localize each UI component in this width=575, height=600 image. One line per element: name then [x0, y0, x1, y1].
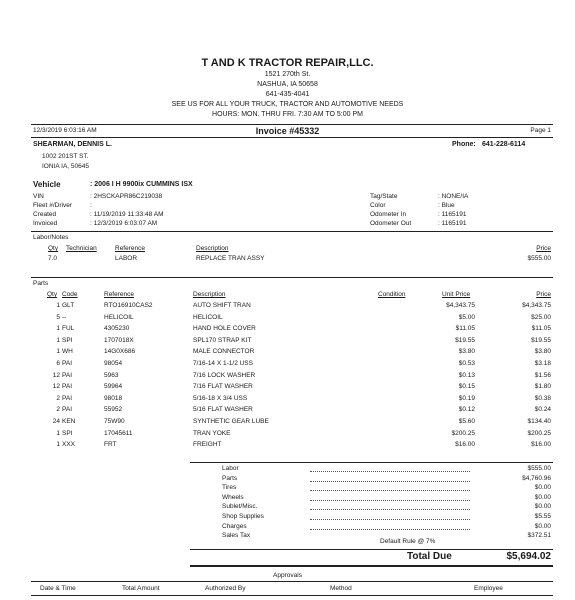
- divider: [31, 595, 553, 596]
- divider: [190, 549, 553, 550]
- totals-dots: [310, 490, 470, 491]
- created-label: Created: [33, 211, 57, 218]
- parts-code: PAI: [62, 406, 72, 414]
- color-label: Color: [370, 202, 386, 209]
- labor-row: [0, 255, 575, 265]
- totals-dots: [310, 471, 470, 472]
- parts-row: [0, 372, 575, 382]
- labor-ref: LABOR: [115, 255, 138, 262]
- odometer-in-label: Odometer In: [370, 211, 407, 218]
- parts-ref: HELICOIL: [104, 313, 134, 321]
- parts-desc: TRAN YOKE: [193, 429, 231, 437]
- totals-value: $372.51: [527, 532, 551, 540]
- parts-ref: 98018: [104, 394, 123, 402]
- total-due-label: Total Due: [407, 551, 452, 562]
- parts-header-qty: Qty: [47, 291, 58, 298]
- totals-row: [0, 532, 575, 542]
- parts-row: [0, 395, 575, 405]
- parts-row: [0, 383, 575, 393]
- parts-section-title: Parts: [33, 280, 49, 287]
- totals-label: Sales Tax: [222, 532, 251, 540]
- parts-price: $0.38: [534, 394, 551, 402]
- parts-header-unit: Unit Price: [442, 291, 471, 298]
- totals-row: [0, 503, 575, 513]
- parts-unit-price: $5.60: [458, 418, 475, 425]
- totals-label: Shop Supplies: [222, 513, 264, 520]
- parts-ref: 14G0X686: [104, 348, 136, 356]
- vehicle-value: : 2006 I H 9900ix CUMMINS ISX: [90, 181, 193, 188]
- parts-code: PAI: [62, 360, 72, 367]
- odometer-in-value: : 1165191: [438, 211, 467, 218]
- parts-row: [0, 360, 575, 370]
- labor-price: $555.00: [527, 255, 551, 262]
- parts-price: $3.80: [534, 348, 551, 356]
- parts-qty: 6: [56, 360, 60, 367]
- parts-header-cond: Condition: [378, 291, 406, 298]
- parts-ref: 17045611: [104, 429, 133, 437]
- labor-qty: 7.0: [48, 255, 58, 262]
- approvals-header-datetime: Date & Time: [40, 585, 76, 592]
- totals-value: $0.00: [534, 484, 551, 492]
- parts-header-price: Price: [536, 291, 551, 298]
- parts-qty: 1: [56, 325, 60, 333]
- totals-row: [0, 475, 575, 485]
- parts-code: WH: [62, 348, 73, 356]
- parts-qty: 1: [56, 336, 60, 344]
- parts-desc: 5/16-18 X 3/4 USS: [193, 394, 248, 402]
- company-tagline: SEE US FOR ALL YOUR TRUCK, TRACTOR AND AUTOMOTIVE NEEDS: [171, 101, 404, 108]
- parts-row: [0, 348, 575, 358]
- labor-header-tech: Technician: [66, 245, 97, 252]
- totals-row: [0, 523, 575, 533]
- fleet-label: Fleet #/Driver: [33, 202, 73, 209]
- parts-unit-price: $0.15: [458, 383, 475, 391]
- tax-rule: Default Rule @ 7%: [380, 538, 436, 545]
- parts-header-ref: Reference: [104, 291, 134, 298]
- totals-dots: [310, 519, 470, 520]
- parts-qty: 2: [56, 394, 60, 402]
- divider: [31, 124, 553, 125]
- approvals-header-amount: Total Amount: [122, 585, 160, 592]
- parts-ref: 75W90: [104, 418, 125, 425]
- labor-desc: REPLACE TRAN ASSY: [196, 255, 265, 262]
- company-phone: 641-435-4041: [265, 91, 310, 98]
- parts-price: $134.40: [527, 418, 551, 425]
- parts-row: [0, 430, 575, 440]
- totals-label: Wheels: [222, 493, 244, 501]
- parts-code: PAI: [62, 394, 72, 402]
- totals-value: $0.00: [534, 493, 551, 501]
- labor-header-qty: Qty: [48, 245, 59, 252]
- customer-phone-label: Phone:: [452, 141, 476, 148]
- invoice-datetime: 12/3/2019 6:03:16 AM: [33, 127, 97, 134]
- totals-dots: [310, 481, 470, 482]
- parts-row: [0, 325, 575, 335]
- parts-ref: FRT: [104, 441, 117, 449]
- labor-header-desc: Description: [196, 245, 229, 252]
- parts-code: XXX: [62, 441, 76, 449]
- company-hours: HOURS: MON. THRU FRI. 7:30 AM TO 5:00 PM: [212, 111, 363, 118]
- parts-ref: RTO16910CAS2: [104, 302, 153, 309]
- vehicle-label: Vehicle: [33, 180, 61, 189]
- parts-qty: 1: [56, 441, 60, 449]
- parts-desc: SYNTHETIC GEAR LUBE: [193, 418, 269, 425]
- parts-desc: FREIGHT: [193, 441, 222, 449]
- parts-unit-price: $4,343.75: [446, 302, 475, 309]
- parts-row: [0, 302, 575, 312]
- totals-row: [0, 494, 575, 504]
- parts-unit-price: $0.13: [458, 371, 475, 379]
- vin-label: VIN: [33, 193, 44, 200]
- created-value: : 11/19/2019 11:33:48 AM: [90, 211, 164, 218]
- approvals-title: Approvals: [273, 572, 302, 579]
- parts-price: $3.18: [534, 360, 551, 367]
- parts-code: SPI: [62, 336, 73, 344]
- tag-value: : NONE/IA: [438, 193, 469, 200]
- parts-code: PAI: [62, 383, 72, 391]
- parts-code: PAI: [62, 371, 72, 379]
- parts-unit-price: $0.12: [458, 406, 475, 414]
- parts-price: $19.55: [531, 336, 551, 344]
- parts-qty: 24: [52, 418, 60, 425]
- company-address-2: NASHUA, IA 50658: [257, 81, 318, 88]
- parts-unit-price: $5.00: [458, 313, 475, 321]
- parts-unit-price: $11.05: [455, 325, 475, 333]
- totals-value: $0.00: [534, 522, 551, 530]
- parts-code: FUL: [62, 325, 75, 333]
- approvals-header-authorized: Authorized By: [205, 585, 246, 592]
- parts-row: [0, 314, 575, 324]
- fleet-value: :: [90, 202, 92, 209]
- customer-name: SHEARMAN, DENNIS L.: [33, 141, 112, 148]
- parts-unit-price: $200.25: [451, 429, 475, 437]
- parts-qty: 5: [56, 313, 60, 321]
- totals-label: Parts: [222, 474, 238, 482]
- parts-price: $1.80: [534, 383, 551, 391]
- totals-dots: [310, 509, 470, 510]
- page-number: Page 1: [530, 127, 551, 134]
- parts-row: [0, 406, 575, 416]
- parts-qty: 2: [56, 406, 60, 414]
- divider: [190, 565, 553, 567]
- parts-unit-price: $3.80: [458, 348, 475, 356]
- approvals-header-method: Method: [330, 585, 352, 592]
- vin-value: : 2HSCKAPR86C219038: [90, 193, 163, 200]
- parts-row: [0, 441, 575, 451]
- parts-qty: 12: [52, 371, 60, 379]
- parts-unit-price: $19.55: [455, 336, 475, 344]
- totals-value: $4,760.96: [522, 474, 551, 482]
- invoiced-value: : 12/3/2019 6:03:07 AM: [90, 220, 158, 227]
- totals-value: $0.00: [534, 503, 551, 511]
- parts-ref: 59964: [104, 383, 123, 391]
- divider: [31, 137, 553, 138]
- divider: [190, 462, 553, 463]
- parts-qty: 1: [56, 302, 60, 309]
- totals-row: [0, 465, 575, 475]
- invoice-title: Invoice #45332: [255, 126, 320, 136]
- divider: [31, 231, 553, 232]
- color-value: : Blue: [438, 202, 455, 209]
- parts-ref: 55952: [104, 406, 123, 414]
- parts-unit-price: $16.00: [455, 441, 475, 449]
- company-name: T AND K TRACTOR REPAIR,LLC.: [201, 57, 374, 69]
- parts-price: $4,343.75: [522, 302, 551, 309]
- labor-section-title: Labor/Notes: [33, 234, 69, 241]
- customer-street: 1002 201ST ST.: [42, 153, 89, 160]
- parts-ref: 5963: [104, 371, 119, 379]
- divider: [31, 277, 553, 278]
- totals-label: Tires: [222, 484, 237, 492]
- customer-city: IONIA IA, 50645: [42, 163, 89, 170]
- parts-price: $200.25: [527, 429, 551, 437]
- parts-desc: MALE CONNECTOR: [193, 348, 255, 356]
- parts-unit-price: $0.19: [458, 394, 475, 402]
- total-due-value: $5,694.02: [506, 551, 551, 562]
- approvals-header-employee: Employee: [474, 585, 503, 592]
- parts-desc: 7/16 FLAT WASHER: [193, 383, 253, 391]
- totals-label: Sublet/Misc.: [222, 503, 258, 511]
- parts-code: SPI: [62, 429, 73, 437]
- parts-ref: 98054: [104, 360, 123, 367]
- parts-header-code: Code: [62, 291, 78, 298]
- parts-desc: SPL170 STRAP KIT: [193, 336, 252, 344]
- parts-qty: 1: [56, 348, 60, 356]
- totals-label: Charges: [222, 522, 247, 530]
- parts-ref: 1707018X: [104, 336, 134, 344]
- invoiced-label: Invoiced: [33, 220, 58, 227]
- parts-desc: 7/16 LOCK WASHER: [193, 371, 256, 379]
- parts-price: $11.05: [531, 325, 551, 333]
- totals-label: Labor: [222, 465, 239, 472]
- labor-header-price: Price: [536, 245, 551, 252]
- parts-header-desc: Description: [193, 291, 226, 298]
- parts-desc: HAND HOLE COVER: [193, 325, 256, 333]
- totals-row: [0, 484, 575, 494]
- parts-row: [0, 337, 575, 347]
- parts-desc: 5/16 FLAT WASHER: [193, 406, 253, 414]
- totals-dots: [310, 500, 470, 501]
- odometer-out-value: : 1165191: [438, 220, 467, 227]
- parts-code: KEN: [62, 418, 76, 425]
- totals-row: [0, 513, 575, 523]
- parts-qty: 1: [56, 429, 60, 437]
- parts-code: GLT: [62, 302, 75, 309]
- tag-label: Tag/State: [370, 193, 398, 200]
- divider: [31, 581, 553, 582]
- parts-unit-price: $0.53: [458, 360, 475, 367]
- parts-row: [0, 418, 575, 428]
- parts-price: $1.56: [534, 371, 551, 379]
- customer-phone: 641-228-6114: [482, 141, 526, 148]
- parts-price: $0.24: [534, 406, 551, 414]
- company-address-1: 1521 270th St.: [264, 71, 311, 78]
- totals-value: $555.00: [527, 465, 551, 472]
- parts-qty: 12: [52, 383, 60, 391]
- totals-dots: [310, 529, 470, 530]
- parts-price: $16.00: [531, 441, 551, 449]
- parts-ref: 4305230: [104, 325, 130, 333]
- parts-desc: 7/16-14 X 1-1/2 USS: [193, 360, 253, 367]
- parts-price: $25.00: [531, 313, 551, 321]
- parts-code: --: [62, 313, 67, 321]
- odometer-out-label: Odometer Out: [370, 220, 412, 227]
- parts-desc: AUTO SHIFT TRAN: [193, 302, 251, 309]
- totals-value: $5.55: [534, 513, 551, 520]
- labor-header-ref: Reference: [115, 245, 145, 252]
- parts-desc: HELICOIL: [193, 313, 223, 321]
